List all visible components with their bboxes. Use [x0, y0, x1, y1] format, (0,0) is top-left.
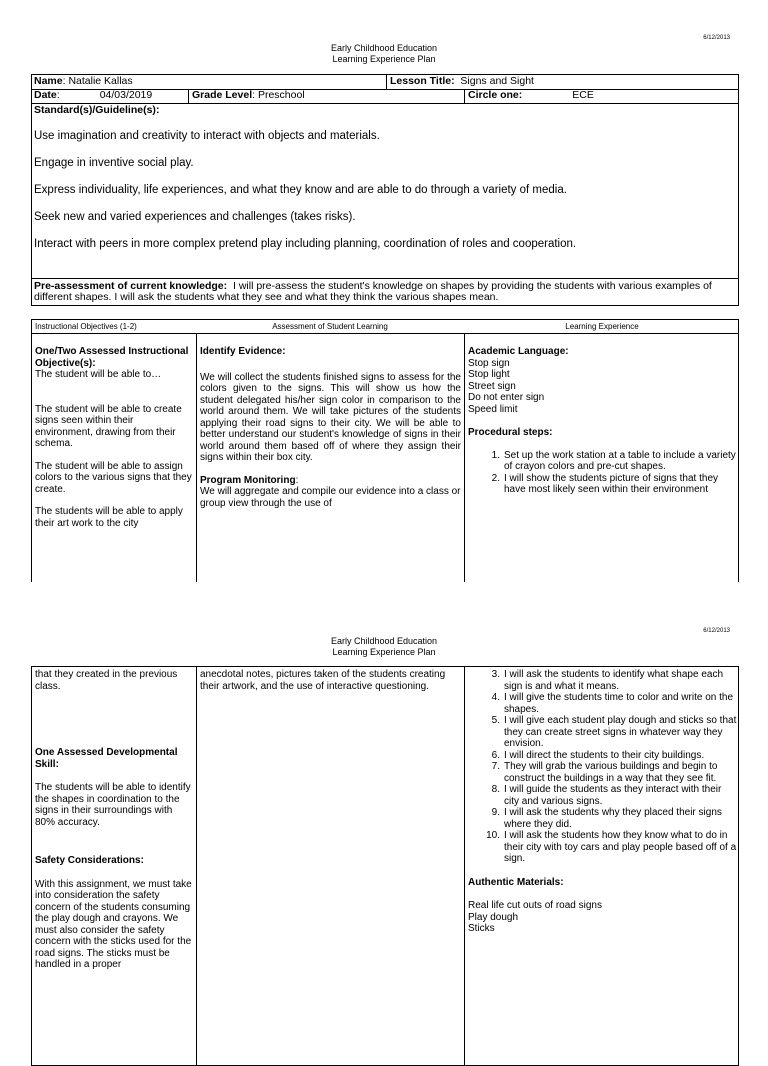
procedural-steps-title: Procedural steps:: [468, 427, 553, 438]
grade-label: Grade Level: [192, 89, 253, 101]
procedural-step: 2. I will show the students picture of signs that they have most likely seen within their environment: [491, 472, 718, 495]
preassess-label: Pre-assessment of current knowledge:: [34, 280, 228, 292]
objective-item: The student will be able to create signs seen within their environment, drawing from their schema.: [35, 403, 182, 449]
safety-title: Safety Considerations:: [35, 855, 144, 866]
academic-term: Speed limit: [468, 403, 518, 415]
evidence-title: Identify Evidence:: [200, 346, 286, 357]
procedural-step: 1. Set up the work station at a table to include a variety of crayon colors and pre-cut shapes.: [491, 449, 736, 472]
standard-item: Engage in inventive social play.: [34, 157, 194, 169]
header-line-2: Learning Experience Plan: [332, 54, 436, 64]
standard-item: Express individuality, life experiences, and what they know and are able to do through a variety of media.: [34, 184, 567, 196]
col-head-assessment: Assessment of Student Learning: [272, 322, 388, 331]
academic-term: Do not enter sign: [468, 392, 545, 403]
materials-title: Authentic Materials:: [468, 876, 564, 888]
academic-term: Stop sign: [468, 357, 510, 369]
procedural-step: 9. I will ask the students why they placed their signs where they did.: [491, 807, 722, 830]
header-line-2: Learning Experience Plan: [332, 647, 436, 657]
assessment-column: [196, 667, 464, 1065]
page-gap: [0, 582, 768, 622]
header-line-1: Early Childhood Education: [330, 43, 438, 53]
objective-continued: that they created in the previous class.: [35, 669, 178, 692]
name-label: Name: [34, 75, 63, 87]
grade-value: : Preschool: [252, 89, 305, 101]
procedural-steps: [468, 667, 737, 865]
learning-column: [464, 333, 739, 582]
header-line-1: Early Childhood Education: [330, 636, 438, 646]
procedural-step: 5. I will give each student play dough and sticks so that they can create street signs in whatever way they envision.: [491, 715, 737, 749]
grade-cell: [190, 89, 305, 103]
preassessment: [34, 281, 734, 303]
lesson-label: Lesson Title:: [390, 75, 455, 87]
academic-term: Street sign: [468, 380, 516, 392]
name-cell: [32, 75, 133, 89]
circle-label: Circle one:: [468, 89, 523, 101]
academic-term: Stop light: [468, 369, 510, 380]
page-header: [0, 636, 768, 658]
academic-language-title: Academic Language:: [468, 346, 569, 357]
col-head-learning: Learning Experience: [565, 322, 639, 331]
material-item: Play dough: [468, 911, 519, 923]
standards-block: [32, 103, 738, 279]
date-label: Date: [34, 89, 57, 101]
page-date: 6/12/2013: [703, 628, 730, 634]
dev-skill-text: The students will be able to identify the shapes in coordination to the signs in their surroundings with 80% accuracy.: [35, 782, 191, 828]
dev-skill-title: One Assessed Developmental Skill:: [35, 747, 178, 770]
procedural-step: 10. I will ask the students how they know what to do in their city with toy cars and play people based off of a sign.: [486, 830, 737, 864]
circle-value: ECE: [572, 89, 594, 101]
info-row-date: [32, 89, 738, 104]
procedural-step: 3. I will ask the students to identify what shape each sign is and what it means.: [491, 669, 724, 692]
circle-cell: [466, 89, 594, 103]
monitoring-title: Program Monitoring:: [200, 474, 299, 486]
page-date: 6/12/2013: [703, 35, 730, 41]
objectives-table-header: [32, 320, 738, 334]
standard-item: Seek new and varied experiences and challenges (takes risks).: [34, 211, 356, 223]
info-row-name: [32, 75, 738, 90]
assessment-continued: anecdotal notes, pictures taken of the students creating their artwork, and the use of interactive questioning.: [200, 669, 446, 692]
procedural-step: 4. I will give the students time to color and write on the shapes.: [491, 692, 734, 715]
name-value: : Natalie Kallas: [62, 75, 133, 87]
col-head-objectives: Instructional Objectives (1-2): [35, 322, 137, 331]
safety-text: With this assignment, we must take into consideration the safety concern of the students consuming the play dough and crayons. We must also consider the safety concern with the sticks used for the road signs. The sticks must be handled in a proper: [35, 878, 192, 970]
standard-item: Interact with peers in more complex pretend play including planning, coordination of roles and cooperation.: [34, 238, 577, 250]
objectives-column: [32, 667, 195, 1065]
preassess-text: I will pre-assess the student's knowledge on shapes by providing the students with various examples of different shapes. I will ask the students what they see and what they think the various shapes mean.: [34, 280, 712, 303]
procedural-step: 7. They will grab the various buildings and begin to construct the buildings in a way that they see fit.: [491, 761, 718, 784]
monitoring-text: We will aggregate and compile our evidence into a class or group view through the use of: [200, 486, 461, 509]
objective-title: One/Two Assessed Instructional Objective(s):: [35, 346, 189, 369]
page-header: [0, 43, 768, 65]
objective-intro: The student will be able to…: [35, 369, 162, 380]
assessment-column: [196, 333, 464, 582]
procedural-step: 6. I will direct the students to their city buildings.: [491, 749, 705, 761]
objectives-column: [32, 333, 195, 582]
objectives-table: [31, 319, 739, 583]
standards-list: [34, 129, 576, 264]
info-table: [31, 74, 739, 306]
objective-item: The student will be able to assign colors to the various signs that they create.: [35, 460, 192, 495]
procedural-steps: [468, 450, 737, 496]
objectives-table-continued: [31, 666, 739, 1066]
lesson-cell: [388, 75, 534, 89]
date-cell: Date: 04/03/2019: [34, 89, 153, 101]
standard-item: Use imagination and creativity to interact with objects and materials.: [34, 130, 380, 142]
standards-heading: Standard(s)/Guideline(s):: [34, 104, 160, 116]
material-item: Sticks: [468, 923, 495, 934]
evidence-text: We will collect the students finished signs to assess for the colors given to the signs. This will show us how the student delegated his/her sign color in comparison to the world around them. We will take pictures of the students applying their road signs to their city. We will be able to better understand our student's knowledge of signs in their world around them based off of where they assign their signs within their box city.: [200, 371, 461, 463]
objective-item: The students will be able to apply their art work to the city: [35, 506, 183, 529]
procedural-step: 8. I will guide the students as they interact with their city and various signs.: [491, 784, 722, 807]
date-value: 04/03/2019: [99, 89, 153, 101]
material-item: Real life cut outs of road signs: [468, 900, 602, 911]
lesson-value: Signs and Sight: [460, 75, 534, 87]
learning-column: [464, 667, 739, 1065]
